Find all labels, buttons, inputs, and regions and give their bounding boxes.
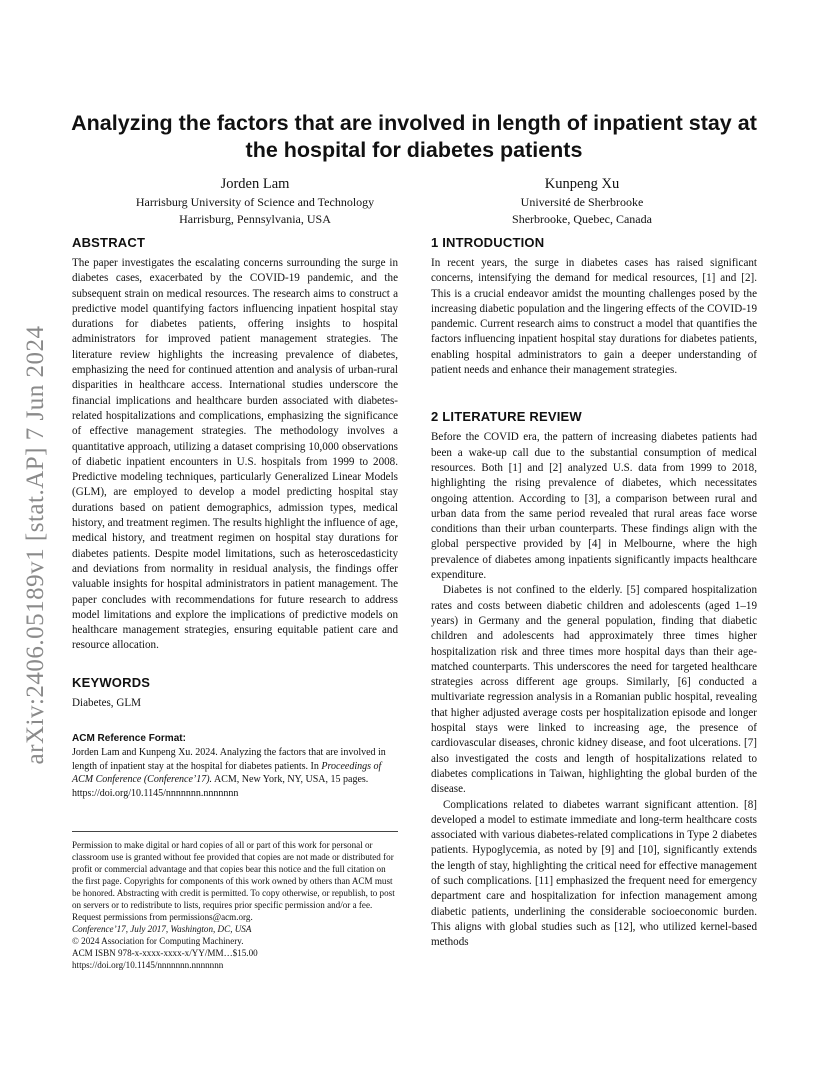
literature-paragraph-1: Before the COVID era, the pattern of increasing diabetes patients had been a wake-up call due to the substantial consumption of medical resources. Both [1] and [2] analyzed U.S. data from 1999 to 2018, highlighting the rising prevalence of diabetes, which necessitates ongoing attention. According to [3], a comparison between rural and urban data from the same period revealed that rural areas face worse conditions than their urban counterparts. These findings align with the global perspective provided by [4] in Melbourne, where the high prevalence of diabetes among inpatients significantly impacts healthcare expenditure. <box>431 431 757 582</box>
abstract-heading: ABSTRACT <box>72 235 146 250</box>
conference-line: Conference’17, July 2017, Washington, DC, USA <box>72 924 252 934</box>
right-column <box>431 234 757 950</box>
keywords-text: Diabetes, GLM <box>72 696 142 709</box>
left-column <box>72 234 398 800</box>
author-affiliation: Université de Sherbrooke <box>520 195 644 209</box>
isbn-line: ACM ISBN 978-x-xxxx-xxxx-x/YY/MM…$15.00 <box>72 948 258 958</box>
doi-line: https://doi.org/10.1145/nnnnnnn.nnnnnnn <box>72 960 224 970</box>
author-name: Kunpeng Xu <box>544 176 620 192</box>
introduction-heading: 1 INTRODUCTION <box>431 235 545 250</box>
copyright-line: © 2024 Association for Computing Machinery. <box>72 936 244 946</box>
reference-venue: Proceedings of ACM Conference (Conference’17). <box>72 760 382 786</box>
author-location: Sherbrooke, Quebec, Canada <box>512 211 652 226</box>
reference-format-text <box>72 746 398 800</box>
literature-review-heading: 2 LITERATURE REVIEW <box>431 409 582 425</box>
arxiv-identifier: arXiv:2406.05189v1 [stat.AP] 7 Jun 2024 <box>22 325 49 765</box>
author-block-2 <box>417 175 747 227</box>
arxiv-stamp <box>22 295 50 795</box>
paper-title: Analyzing the factors that are involved in length of inpatient stay at the hospital for diabetes patients <box>71 111 757 162</box>
author-affiliation: Harrisburg University of Science and Technology <box>135 195 375 209</box>
copyright-footnote <box>72 831 398 971</box>
author-location: Harrisburg, Pennsylvania, USA <box>179 211 331 226</box>
keywords-heading: KEYWORDS <box>72 674 151 690</box>
literature-paragraph-2: Diabetes is not confined to the elderly. [5] compared hospitalization rates and costs between diabetic children and adolescents (aged 1–19 years) in Germany and the general population, finding that diabetic children and adolescents had approximately three times higher hospitalization risk and three times more hospital days than their age-matched counterparts. This underscores the need for targeted healthcare strategies across different age groups. Similarly, [6] conducted a multivariate regression analysis in a Romanian public hospital, revealing that higher adjusted average costs per hospitalization episode and longer hospital stays were linked to increasing age, the presence of cardiovascular diseases, chronic kidney disease, and foot ulcerations. [7] also investigated the costs and length of hospitalizations related to diabetes complications in Taiwan, highlighting the global burden of the disease. <box>431 584 757 796</box>
author-name: Jorden Lam <box>220 176 290 192</box>
abstract-text: The paper investigates the escalating concerns surrounding the surge in diabetes cases, exacerbated by the COVID-19 pandemic, and the subsequent strain on medical resources. The research aims to construct a predictive model quantifying factors influencing inpatient hospital stay durations for diabetes patients, offering insights to hospital administrators for improved patient management strategies. The literature review highlights the increasing prevalence of diabetes, emphasizing the need for continued attention and analysis of urban-rural disparities in healthcare access. International studies underscore the financial implications and healthcare burden associated with diabetes-related hospitalizations and complications, emphasizing the significance of effective management strategies. The methodology involves a quantitative approach, utilizing a dataset comprising 10,000 observations of diabetic inpatient encounters in U.S. hospitals from 1999 to 2008. Predictive modeling techniques, particularly Generalized Linear Models (GLM), are employed to develop a model predicting hospital stay durations based on patient demographics, admission types, medical history, and treatment regimen. The results highlight the influence of age, medical history, and treatment regimen on hospital stay durations for diabetes patients. Despite model limitations, such as heteroscedasticity and deviations from normality in residual analysis, the findings offer valuable insights for hospital administrators in patient management. The paper concludes with recommendations for future research to address model limitations and explore the implications of predictive models on healthcare management strategies, ensuring equitable patient care and resource allocation. <box>72 257 398 652</box>
reference-text-start: Jorden Lam and Kunpeng Xu. 2024. Analyzing the factors that are involved in length of inpatient stay at the hospital for diabetes patients. In <box>72 747 386 772</box>
reference-format-heading: ACM Reference Format: <box>72 733 186 745</box>
permission-notice: Permission to make digital or hard copies of all or part of this work for personal or classroom use is granted without fee provided that copies are not made or distributed for profit or commercial advantage and that copies bear this notice and the full citation on the first page. Copyrights for components of this work owned by others than ACM must be honored. Abstracting with credit is permitted. To copy otherwise, or republish, to post on servers or to redistribute to lists, requires prior specific permission and/or a fee. Request permissions from permissions@acm.org. <box>72 840 395 922</box>
author-block-1 <box>90 175 420 227</box>
literature-paragraph-3: Complications related to diabetes warrant significant attention. [8] developed a model to estimate immediate and long-term healthcare costs associated with various diabetes-related complications in Type 2 diabetes patients. Hypoglycemia, as noted by [9] and [10], significantly extends the length of stay, highlighting the critical need for effective management of such complications. [11] emphasized the frequent need for emergency department care and hospitalization for infection management among diabetic patients, underlining the considerable socioeconomic burden. This aligns with global studies such as [12], who utilized kernel-based methods <box>431 798 757 949</box>
introduction-text: In recent years, the surge in diabetes cases has raised significant concerns, intensifying the demand for medical resources, [1] and [2]. This is a crucial endeavor amidst the mounting challenges posed by the increasing diabetic population and the lingering effects of the COVID-19 pandemic. Current research aims to construct a model that quantifies the factors influencing inpatient hospital stay durations for diabetes patients, enabling hospital administrators to gain a deeper understanding of patient needs and enhance their management strategies. <box>431 257 757 377</box>
reference-text-end: ACM, New York, NY, USA, 15 pages. https://doi.org/10.1145/nnnnnnn.nnnnnnn <box>72 774 369 799</box>
